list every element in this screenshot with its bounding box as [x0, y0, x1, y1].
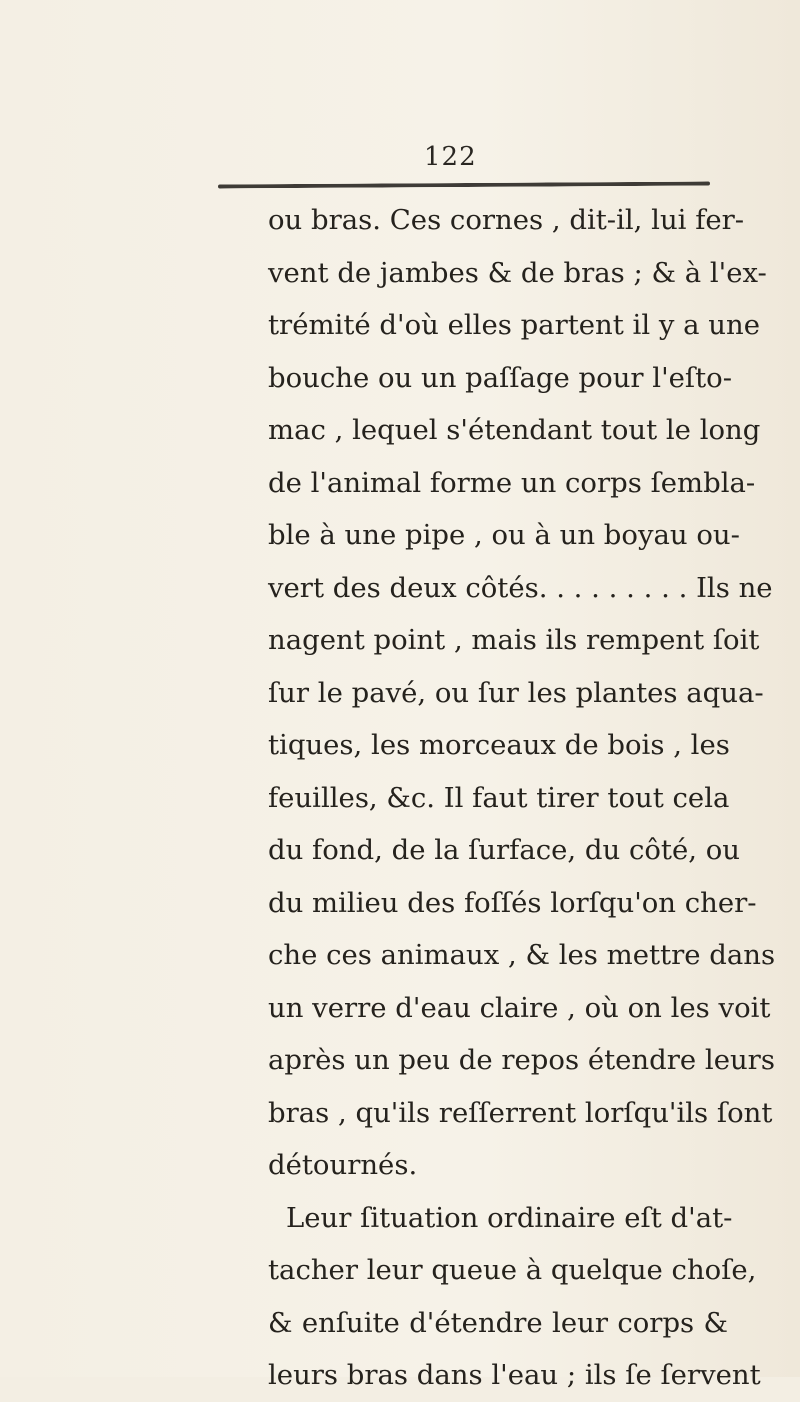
- text-line: tacher leur queue à quelque choſe,: [268, 1254, 757, 1286]
- text-line: tiques, les morceaux de bois , les: [268, 729, 730, 761]
- text-line: un verre d'eau claire , où on les voit: [268, 991, 771, 1024]
- body-text: [268, 194, 776, 1402]
- text-line: ble à une pipe , ou à un boyau ou-: [268, 519, 740, 551]
- text-line: bouche ou un paſſage pour l'eſto-: [268, 361, 733, 394]
- text-line: bras , qu'ils reſſerrent lorſqu'ils ſont: [268, 1096, 773, 1129]
- text-line: ou bras. Ces cornes , dit-il, lui fer-: [268, 204, 745, 236]
- text-line: feuilles, &c. Il faut tirer tout cela: [268, 781, 730, 814]
- text-line: che ces animaux , & les mettre dans: [268, 939, 776, 971]
- page-number: 122: [424, 142, 477, 172]
- text-line: après un peu de repos étendre leurs: [268, 1044, 775, 1076]
- header-rule: [218, 181, 710, 188]
- text-line: trémité d'où elles partent il y a une: [268, 309, 760, 341]
- text-line: Leur ſituation ordinaire eſt d'at-: [286, 1201, 733, 1234]
- text-line: ſur le pavé, ou ſur les plantes aqua-: [268, 676, 764, 709]
- text-line: vert des deux côtés. . . . . . . . . Ils ne: [268, 571, 773, 604]
- text-line: du fond, de la ſurface, du côté, ou: [268, 834, 740, 866]
- text-line: détournés.: [268, 1149, 418, 1181]
- text-line: du milieu des foſſés lorſqu'on cher-: [268, 886, 757, 919]
- text-line: vent de jambes & de bras ; & à l'ex-: [268, 256, 767, 289]
- text-line: mac , lequel s'étendant tout le long: [268, 414, 761, 446]
- text-line: nagent point , mais ils rempent ſoit: [268, 624, 760, 656]
- text-line: & enſuite d'étendre leur corps &: [268, 1306, 728, 1339]
- text-line: leurs bras dans l'eau ; ils ſe ſervent: [268, 1359, 761, 1391]
- text-line: de l'animal forme un corps ſembla-: [268, 466, 756, 499]
